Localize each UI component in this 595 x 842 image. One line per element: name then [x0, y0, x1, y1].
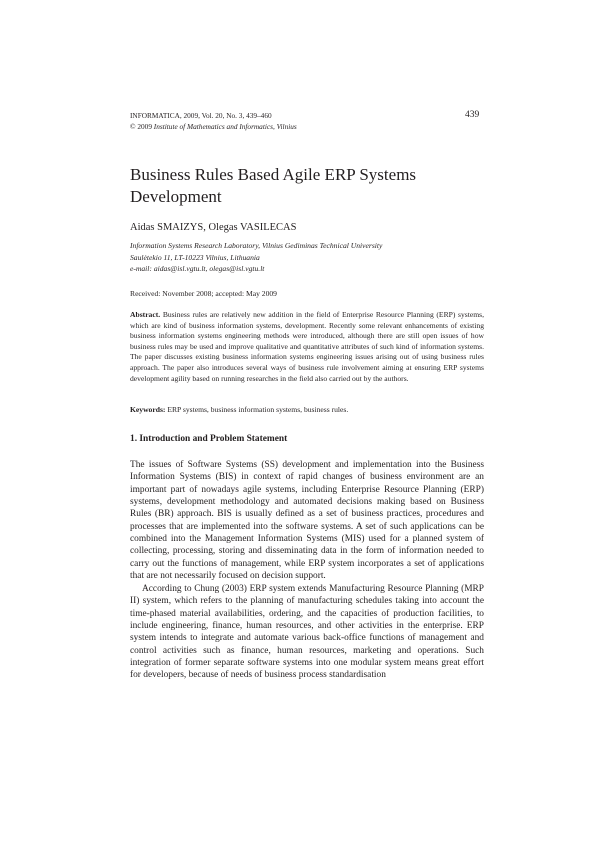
affiliation-email: e-mail: aidas@isl.vgtu.lt, olegas@isl.vgtu.lt	[130, 264, 265, 274]
section-heading: 1. Introduction and Problem Statement	[130, 434, 288, 444]
copyright-prefix: © 2009	[130, 122, 152, 131]
affiliation-lab: Information Systems Research Laboratory, Vilnius Gediminas Technical University	[130, 241, 383, 250]
paper-title: Business Rules Based Agile ERP Systems Development	[130, 165, 417, 206]
keywords	[130, 405, 484, 416]
body-paragraph: According to Chung (2003) ERP system extends Manufacturing Resource Planning (MRP II) system, which refers to the planning of manufacturing schedules taking into account the time-phased material availabilities, ordering, and the capacities of production facilities, to include engineering, finance, human resources, and other activities in the enterprise. ERP system intends to integrate and automate various back-office functions of management and control activities such as finance, human resources, marketing and operations. Such integration of former separate software systems into one modular system means great effort for developers, because of needs of business process standardisation	[130, 584, 484, 681]
affiliation-address: Saulėtekio 11, LT-10223 Vilnius, Lithuania	[130, 252, 260, 262]
received-dates: Received: November 2008; accepted: May 2009	[130, 289, 277, 298]
page-number: 439	[465, 110, 480, 120]
abstract-label: Abstract.	[130, 310, 161, 319]
abstract-text: Business rules are relatively new addition in the field of Enterprise Resource Planning (ERP) systems, which are kind of business information systems, development. Recently some relevant enhancements of existing business information systems engineering methods were introduced, although there are still open issues of how business rules may be used and improve qualitative and quantitative attributes of such kind of information systems. The paper discusses existing business information systems engineering issues arising out of using business rules approach. The paper also introduces several ways of business rule involvement aiming at ensuring ERP systems development agility based on running researches in the field also carried out by the authors.	[130, 310, 484, 383]
keywords-text: ERP systems, business information systems, business rules.	[167, 405, 349, 414]
journal-citation: INFORMATICA, 2009, Vol. 20, No. 3, 439–460	[130, 111, 272, 120]
affiliation	[130, 240, 382, 275]
running-head	[130, 110, 297, 132]
copyright-institute: Institute of Mathematics and Informatics, Vilnius	[153, 122, 297, 131]
authors: Aidas SMAIZYS, Olegas VASILECAS	[130, 222, 297, 233]
abstract	[130, 310, 484, 384]
copyright-line	[130, 121, 297, 132]
keywords-label: Keywords:	[130, 405, 166, 414]
body-paragraph: The issues of Software Systems (SS) development and implementation into the Business Information Systems (BIS) in context of rapid changes of business environment are an important part of nowadays agile systems, including Enterprise Resource Planning (ERP) systems, development methodology and automated decisions making based on Business Rules (BR) approach. BIS is usually defined as a set of business practices, procedures and processes that are implemented into the software systems. A set of such applications can be combined into the Management Information Systems (MIS) used for a planned system of collecting, processing, storing and disseminating data in the form of information needed to carry out the functions of management, while ERP system incorporates a set of applications that are not necessarily focused on decision support.	[130, 460, 484, 582]
